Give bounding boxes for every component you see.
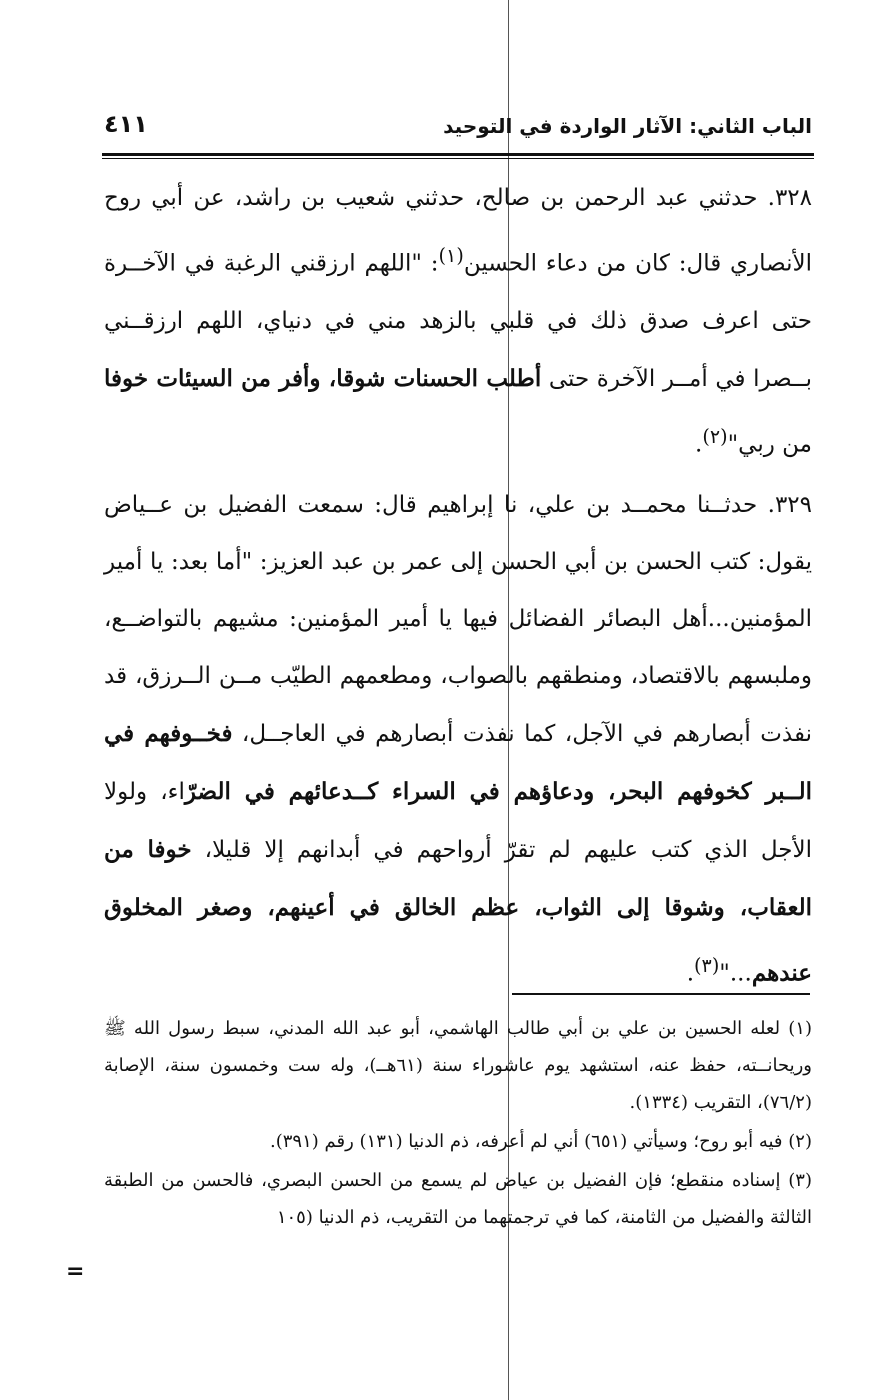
- bold-phrase: أطلب الحسنات شوقا، وأفر من السيئات خوفا: [104, 364, 542, 392]
- continuation-mark: =: [66, 1259, 85, 1284]
- footnote-label: (١): [788, 1018, 812, 1039]
- footnote-2: [104, 1123, 812, 1160]
- header-rule-thin: [102, 158, 814, 159]
- footnote-separator: [512, 993, 810, 995]
- paragraph-text: حدثــنا محمــد بن علي، نا إبراهيم قال: سمعت الفضيل بن عــياض يقول: كتب الحسن بن أبي الحسن إلى عمر بن عبد العزيز: "أما بعد: يا أمير المؤمنين...أهل البصائر الفضائل فيها يا أمير المؤمنين: مشيهم بالتواضــع، وملبسهم بالاقتصاد، ومنطقهم بالصواب، ومطعمهم الطيّب مــن الــرزق، قد نفذت أبصارهم في الآجل، كما نفذت أبصارهم في العاجــل،: [104, 492, 813, 748]
- footnote-text: إسناده منقطع؛ فإن الفضيل بن عياض لم يسمع من الحسن البصري، فالحسن من الطبقة الثالثة والفضيل من الثامنة، كما في ترجمتهما من التقريب، ذم الدنيا (١٠٥: [104, 1170, 812, 1228]
- footnote-ref: (١): [438, 244, 464, 267]
- footnote-label: (٣): [788, 1170, 812, 1191]
- footnote-3: [104, 1162, 812, 1236]
- hadith-paragraph-328: [104, 170, 812, 473]
- running-title: الباب الثاني: الآثار الواردة في التوحيد: [443, 114, 812, 138]
- paragraph-text: ...": [719, 960, 752, 987]
- footnote-ref: (٣): [694, 954, 720, 978]
- paragraph-text: حدثني عبد الرحمن بن صالح، حدثني شعيب بن راشد، عن أبي روح الأنصاري قال: كان من دعاء الحسين: [104, 185, 813, 277]
- paragraph-text: .: [686, 960, 695, 987]
- footnote-text: فيه أبو روح؛ وسيأتي (٦٥١) أني لم أعرفه، ذم الدنيا (١٣١) رقم (٣٩١).: [270, 1131, 783, 1152]
- hadith-paragraph-329: [104, 477, 812, 1003]
- main-text: [104, 170, 812, 1007]
- footnote-text: لعله الحسين بن علي بن أبي طالب الهاشمي، أبو عبد الله المدني، سبط رسول الله ﷺ وريحانــته، حفظ عنه، استشهد يوم عاشوراء سنة (٦١هــ)، وله ست وخمسون سنة، الإصابة (٧٦/٢)، التقريب (١٣٣٤).: [104, 1018, 812, 1113]
- footnote-ref: (٢): [702, 424, 728, 448]
- page-number: ٤١١: [104, 110, 148, 138]
- page-header: [104, 108, 812, 150]
- footnotes: [104, 1010, 812, 1238]
- paragraph-text: : "اللهم ارزقني الرغبة في الآخــرة حتى اعرف صدق ذلك في قلبي بالزهد مني في دنياي، اللهم ارزقــني بــصرا في أمــر الآخرة حتى: [104, 250, 813, 392]
- header-rule-thick: [102, 153, 814, 156]
- footnote-label: (٢): [788, 1131, 812, 1152]
- paragraph-number: ٣٢٨.: [767, 185, 813, 211]
- paragraph-text: اء، ولولا الأجل الذي كتب عليهم لم تقرّ أرواحهم في أبدانهم إلا قليلا،: [104, 779, 813, 864]
- paragraph-text: .: [695, 431, 703, 458]
- paragraph-number: ٣٢٩.: [767, 492, 813, 519]
- bold-phrase: خوفا من العقاب، وشوقا إلى الثواب، عظم الخالق في أعينهم، وصغر المخلوق عندهم: [104, 836, 812, 987]
- footnote-1: [104, 1010, 812, 1121]
- paragraph-text: من ربي": [727, 431, 812, 458]
- bold-phrase: فخــوفهم في الــبر كخوفهم البحر، ودعاؤهم في السراء كــدعائهم في الضرّ: [104, 720, 812, 806]
